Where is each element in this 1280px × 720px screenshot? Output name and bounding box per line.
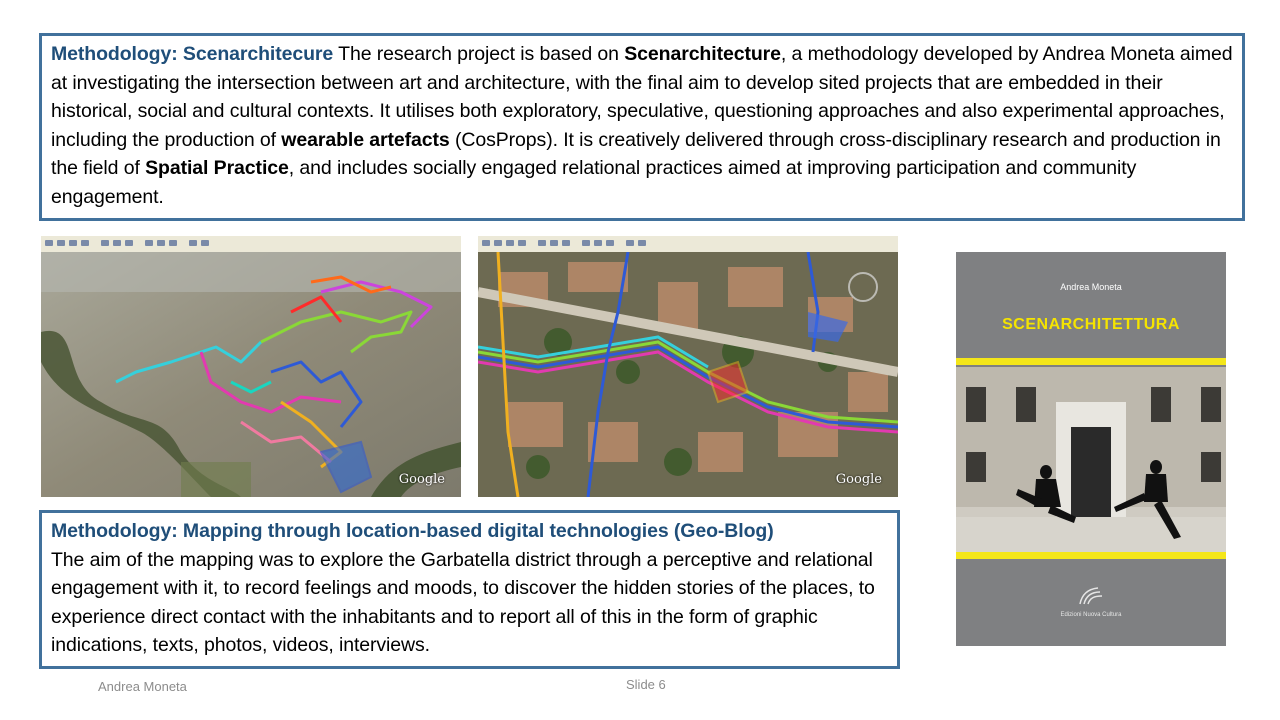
bold-run: Scenarchitecture bbox=[624, 43, 781, 65]
footer-author: Andrea Moneta bbox=[98, 679, 187, 694]
scenarchitecture-title: Methodology: Scenarchitecure bbox=[51, 43, 334, 65]
google-watermark: Google bbox=[398, 472, 445, 487]
book-yellow-band-top bbox=[956, 358, 1226, 365]
book-cover bbox=[956, 252, 1226, 646]
mapping-title: Methodology: Mapping through location-based digital technologies (Geo-Blog) bbox=[51, 520, 774, 542]
text-run: (CosProps). It is creatively delivered through cross-disciplinary research and production in the field of bbox=[51, 128, 1221, 180]
bold-run: wearable artefacts bbox=[281, 128, 450, 151]
publisher-logo-icon bbox=[1078, 586, 1104, 606]
google-watermark: Google bbox=[835, 472, 882, 487]
mapping-body: The aim of the mapping was to explore the Garbatella district through a perceptive and relational engagement with it, to record feelings and moods, to discover the hidden stories of the places, to experience direct contact with the inhabitants and to report all of this in the form of graphic indications, texts, photos, videos, interviews. bbox=[51, 548, 875, 657]
text-run: The research project is based on bbox=[333, 43, 625, 65]
book-author: Andrea Moneta bbox=[1060, 282, 1122, 292]
map-toolbar bbox=[41, 236, 461, 253]
building-photo bbox=[956, 367, 1226, 552]
aerial-map-overview bbox=[41, 236, 461, 497]
text-run: , a methodology developed by Andrea Moneta aimed at investigating the intersection between art and architecture, with the final aim to develop sited projects that are embedded in their historical, social and cultural contexts. It utilises both exploratory, speculative, questioning approaches and also experimental approaches, including the production of bbox=[51, 43, 1233, 151]
book-cover-photo bbox=[956, 367, 1226, 552]
mapping-text-box bbox=[39, 510, 900, 669]
text-run: , and includes socially engaged relational practices aimed at improving participation and community engagement. bbox=[51, 157, 1137, 208]
book-title: SCENARCHITETTURA bbox=[1002, 316, 1180, 333]
book-yellow-band-bottom bbox=[956, 552, 1226, 559]
map-toolbar bbox=[478, 236, 898, 253]
book-publisher: Edizioni Nuova Cultura bbox=[1060, 612, 1122, 618]
scenarchitecture-paragraph bbox=[51, 40, 1233, 212]
slide-number: Slide 6 bbox=[626, 677, 666, 692]
map-right-graphic bbox=[478, 252, 898, 497]
map-left-graphic bbox=[41, 252, 461, 497]
scenarchitecture-text-box bbox=[39, 33, 1245, 221]
bold-run: Spatial Practice bbox=[145, 157, 289, 180]
mapping-paragraph bbox=[51, 517, 888, 660]
aerial-map-detail bbox=[478, 236, 898, 497]
